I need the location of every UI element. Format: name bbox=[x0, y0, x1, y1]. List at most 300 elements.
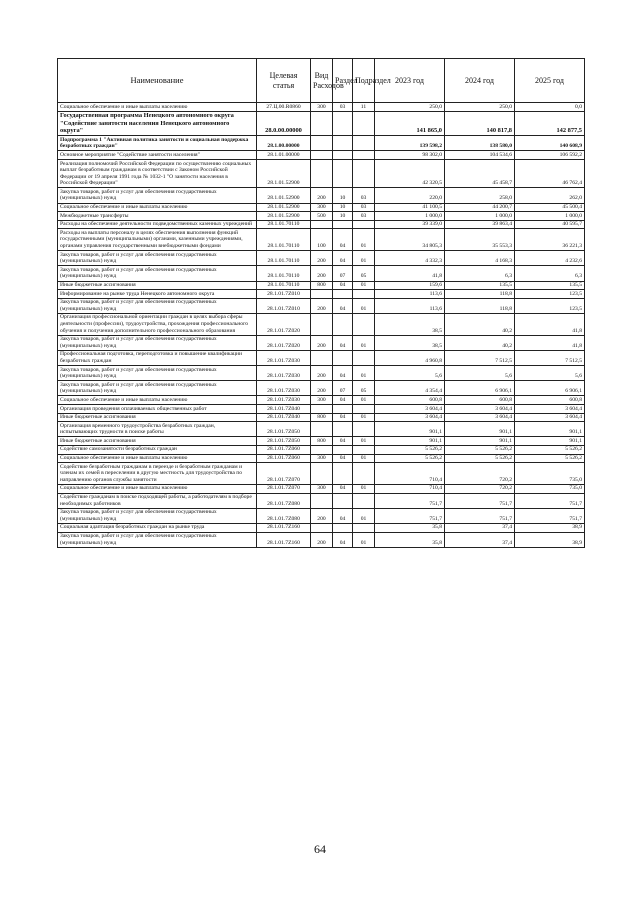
header-2025: 2025 год bbox=[515, 59, 585, 103]
row-subsection bbox=[353, 350, 375, 365]
row-subsection bbox=[353, 151, 375, 160]
row-name: Закупка товаров, работ и услуг для обеспечения государственных (муниципальных) нужд bbox=[58, 381, 257, 396]
row-name: Государственная программа Ненецкого автономного округа "Содействие занятости населения Ненецкого автономного округа" bbox=[58, 111, 257, 136]
row-name: Организация проведения оплачиваемых общественных работ bbox=[58, 405, 257, 414]
row-name: Социальное обеспечение и иные выплаты населению bbox=[58, 484, 257, 493]
table-row bbox=[58, 422, 585, 437]
row-expense-type bbox=[311, 493, 333, 508]
row-expense-type: 500 bbox=[311, 212, 333, 221]
row-name: Реализация полномочий Российской Федерации по осуществлению социальных выплат безработным гражданам в соответствии с Законом Российской Федерации от 19 апреля 1991 года № 1032-1 "О занятости населения в Российской Федерации" bbox=[58, 160, 257, 188]
row-section: 07 bbox=[333, 381, 353, 396]
row-expense-type: 300 bbox=[311, 103, 333, 112]
row-subsection bbox=[353, 313, 375, 335]
row-value-2023: 35,8 bbox=[375, 532, 445, 547]
row-value-2023: 5 526,2 bbox=[375, 445, 445, 454]
row-section: 04 bbox=[333, 454, 353, 463]
row-value-2025: 0,0 bbox=[515, 103, 585, 112]
row-subsection bbox=[353, 463, 375, 485]
row-value-2023: 35,8 bbox=[375, 523, 445, 532]
row-section bbox=[333, 220, 353, 229]
row-name: Иные бюджетные ассигнования bbox=[58, 281, 257, 290]
row-value-2025: 6,3 bbox=[515, 266, 585, 281]
row-subsection: 01 bbox=[353, 484, 375, 493]
row-value-2024: 6 906,1 bbox=[445, 381, 515, 396]
row-subsection: 01 bbox=[353, 437, 375, 446]
row-target: 28.1.01.7Z070 bbox=[257, 484, 311, 493]
row-value-2023: 141 865,0 bbox=[375, 111, 445, 136]
row-subsection: 01 bbox=[353, 508, 375, 523]
row-name: Закупка товаров, работ и услуг для обеспечения государственных (муниципальных) нужд bbox=[58, 532, 257, 547]
table-row bbox=[58, 103, 585, 112]
row-value-2025: 600,8 bbox=[515, 396, 585, 405]
row-subsection: 11 bbox=[353, 103, 375, 112]
row-name: Закупка товаров, работ и услуг для обеспечения государственных (муниципальных) нужд bbox=[58, 266, 257, 281]
row-name: Содействие самозанятости безработных граждан bbox=[58, 445, 257, 454]
row-value-2023: 4 332,3 bbox=[375, 251, 445, 266]
row-expense-type: 800 bbox=[311, 437, 333, 446]
row-name: Закупка товаров, работ и услуг для обеспечения государственных (муниципальных) нужд bbox=[58, 335, 257, 350]
row-value-2025: 135,5 bbox=[515, 281, 585, 290]
row-name: Основное мероприятие "Содействие занятости населения" bbox=[58, 151, 257, 160]
row-value-2023: 600,8 bbox=[375, 396, 445, 405]
row-section: 10 bbox=[333, 203, 353, 212]
table-body bbox=[58, 103, 585, 548]
row-target: 28.1.01.7Z030 bbox=[257, 350, 311, 365]
row-value-2024: 40,2 bbox=[445, 335, 515, 350]
row-expense-type: 200 bbox=[311, 381, 333, 396]
row-subsection: 01 bbox=[353, 413, 375, 422]
row-target: 28.1.01.7Z020 bbox=[257, 313, 311, 335]
row-value-2025: 262,0 bbox=[515, 188, 585, 203]
row-section bbox=[333, 151, 353, 160]
row-value-2025: 901,1 bbox=[515, 422, 585, 437]
table-row bbox=[58, 350, 585, 365]
row-value-2024: 39 863,4 bbox=[445, 220, 515, 229]
row-expense-type: 200 bbox=[311, 251, 333, 266]
table-row bbox=[58, 381, 585, 396]
row-target: 28.1.01.7Z010 bbox=[257, 290, 311, 299]
row-name: Закупка товаров, работ и услуг для обеспечения государственных (муниципальных) нужд bbox=[58, 508, 257, 523]
row-value-2025: 38,9 bbox=[515, 532, 585, 547]
row-name: Расходы на выплаты персоналу в целях обеспечения выполнения функций государственными (муниципальными) органами, казенными учреждениями, органами управления государственными внебюджетными фондами bbox=[58, 229, 257, 251]
table-row bbox=[58, 298, 585, 313]
row-value-2024: 250,0 bbox=[445, 103, 515, 112]
row-value-2023: 34 805,3 bbox=[375, 229, 445, 251]
row-value-2023: 751,7 bbox=[375, 493, 445, 508]
row-target: 28.1.01.7Z030 bbox=[257, 366, 311, 381]
row-value-2025: 751,7 bbox=[515, 493, 585, 508]
row-value-2025: 735,0 bbox=[515, 484, 585, 493]
row-target: 28.1.01.00000 bbox=[257, 151, 311, 160]
row-target: 28.1.01.70110 bbox=[257, 220, 311, 229]
budget-table bbox=[57, 58, 585, 548]
row-section: 04 bbox=[333, 484, 353, 493]
row-section bbox=[333, 493, 353, 508]
table-row bbox=[58, 313, 585, 335]
row-value-2023: 751,7 bbox=[375, 508, 445, 523]
row-subsection bbox=[353, 523, 375, 532]
row-expense-type: 800 bbox=[311, 281, 333, 290]
row-value-2025: 735,0 bbox=[515, 463, 585, 485]
row-section: 04 bbox=[333, 437, 353, 446]
row-name: Социальное обеспечение и иные выплаты населению bbox=[58, 396, 257, 405]
row-target: 27.Ц.00.R0860 bbox=[257, 103, 311, 112]
row-target: 28.1.01.70110 bbox=[257, 229, 311, 251]
row-value-2023: 3 604,4 bbox=[375, 413, 445, 422]
header-2024: 2024 год bbox=[445, 59, 515, 103]
row-value-2024: 258,0 bbox=[445, 188, 515, 203]
row-target: 28.1.01.52900 bbox=[257, 212, 311, 221]
row-subsection: 01 bbox=[353, 532, 375, 547]
table-row bbox=[58, 266, 585, 281]
row-section: 04 bbox=[333, 366, 353, 381]
row-target: 28.0.00.00000 bbox=[257, 111, 311, 136]
row-value-2024: 3 604,4 bbox=[445, 413, 515, 422]
row-value-2024: 720,2 bbox=[445, 484, 515, 493]
row-name: Иные бюджетные ассигнования bbox=[58, 437, 257, 446]
header-section: Раздел bbox=[333, 59, 353, 103]
table-row bbox=[58, 493, 585, 508]
table-row bbox=[58, 366, 585, 381]
header-target: Целевая статья bbox=[257, 59, 311, 103]
row-name: Закупка товаров, работ и услуг для обеспечения государственных (муниципальных) нужд bbox=[58, 188, 257, 203]
row-value-2025: 123,5 bbox=[515, 298, 585, 313]
row-expense-type: 200 bbox=[311, 188, 333, 203]
table-row bbox=[58, 151, 585, 160]
row-value-2023: 3 604,4 bbox=[375, 405, 445, 414]
table-row bbox=[58, 111, 585, 136]
table-row bbox=[58, 484, 585, 493]
row-value-2025: 142 877,5 bbox=[515, 111, 585, 136]
row-value-2023: 41 100,5 bbox=[375, 203, 445, 212]
row-section bbox=[333, 422, 353, 437]
row-section bbox=[333, 136, 353, 151]
table-row bbox=[58, 445, 585, 454]
row-value-2025: 4 232,6 bbox=[515, 251, 585, 266]
row-value-2023: 42 320,5 bbox=[375, 160, 445, 188]
row-value-2023: 710,4 bbox=[375, 463, 445, 485]
row-section: 07 bbox=[333, 266, 353, 281]
row-name: Организация профессиональной ориентации граждан в целях выбора сферы деятельности (профессии), трудоустройства, прохождения профессионального обучения и получения дополнительного профессионального образования bbox=[58, 313, 257, 335]
row-expense-type bbox=[311, 151, 333, 160]
table-row bbox=[58, 437, 585, 446]
row-value-2024: 3 604,4 bbox=[445, 405, 515, 414]
row-value-2025: 106 592,2 bbox=[515, 151, 585, 160]
row-value-2023: 901,1 bbox=[375, 422, 445, 437]
table-row bbox=[58, 532, 585, 547]
row-value-2023: 39 339,0 bbox=[375, 220, 445, 229]
row-value-2024: 7 512,5 bbox=[445, 350, 515, 365]
row-subsection: 05 bbox=[353, 266, 375, 281]
row-section bbox=[333, 445, 353, 454]
row-target: 28.1.01.7Z040 bbox=[257, 413, 311, 422]
row-subsection bbox=[353, 290, 375, 299]
row-expense-type bbox=[311, 136, 333, 151]
row-target: 28.1.01.7Z070 bbox=[257, 463, 311, 485]
row-target: 28.1.01.7Z060 bbox=[257, 445, 311, 454]
table-row bbox=[58, 220, 585, 229]
row-section: 04 bbox=[333, 508, 353, 523]
row-value-2023: 38,5 bbox=[375, 335, 445, 350]
row-name: Иные бюджетные ассигнования bbox=[58, 413, 257, 422]
row-subsection: 01 bbox=[353, 396, 375, 405]
row-target: 28.1.00.00000 bbox=[257, 136, 311, 151]
row-expense-type bbox=[311, 160, 333, 188]
header-2023: 2023 год bbox=[375, 59, 445, 103]
row-name: Содействие гражданам в поиске подходящей работы, а работодателям в подборе необходимых работников bbox=[58, 493, 257, 508]
row-value-2025: 41,8 bbox=[515, 313, 585, 335]
row-value-2023: 1 000,0 bbox=[375, 212, 445, 221]
row-target: 28.1.01.7Z040 bbox=[257, 405, 311, 414]
row-value-2023: 4 960,8 bbox=[375, 350, 445, 365]
row-section: 04 bbox=[333, 532, 353, 547]
row-subsection: 01 bbox=[353, 229, 375, 251]
row-subsection: 03 bbox=[353, 203, 375, 212]
row-target: 28.1.01.7Z050 bbox=[257, 422, 311, 437]
row-value-2025: 5 526,2 bbox=[515, 445, 585, 454]
row-value-2024: 4 168,3 bbox=[445, 251, 515, 266]
row-value-2024: 5,6 bbox=[445, 366, 515, 381]
row-value-2024: 104 534,6 bbox=[445, 151, 515, 160]
row-value-2023: 5 526,2 bbox=[375, 454, 445, 463]
row-target: 28.1.01.7Z080 bbox=[257, 493, 311, 508]
row-value-2025: 45 500,4 bbox=[515, 203, 585, 212]
row-target: 28.1.01.52900 bbox=[257, 160, 311, 188]
row-value-2023: 98 302,0 bbox=[375, 151, 445, 160]
row-expense-type: 200 bbox=[311, 335, 333, 350]
row-subsection bbox=[353, 493, 375, 508]
row-subsection bbox=[353, 445, 375, 454]
row-name: Информирование на рынке труда Ненецкого автономного округа bbox=[58, 290, 257, 299]
row-value-2025: 41,8 bbox=[515, 335, 585, 350]
table-row bbox=[58, 335, 585, 350]
row-subsection: 01 bbox=[353, 281, 375, 290]
table-row bbox=[58, 251, 585, 266]
row-expense-type: 200 bbox=[311, 508, 333, 523]
row-value-2024: 138 580,0 bbox=[445, 136, 515, 151]
row-name: Социальное обеспечение и иные выплаты населению bbox=[58, 203, 257, 212]
row-value-2024: 5 526,2 bbox=[445, 454, 515, 463]
row-value-2025: 5 526,2 bbox=[515, 454, 585, 463]
row-section bbox=[333, 405, 353, 414]
row-section: 04 bbox=[333, 413, 353, 422]
row-value-2024: 44 200,7 bbox=[445, 203, 515, 212]
row-subsection: 03 bbox=[353, 212, 375, 221]
row-value-2023: 113,6 bbox=[375, 298, 445, 313]
header-name: Наименование bbox=[58, 59, 257, 103]
row-expense-type: 200 bbox=[311, 266, 333, 281]
row-target: 28.1.01.7Z160 bbox=[257, 523, 311, 532]
table-row bbox=[58, 212, 585, 221]
table-row bbox=[58, 160, 585, 188]
row-value-2025: 1 000,0 bbox=[515, 212, 585, 221]
row-value-2023: 901,1 bbox=[375, 437, 445, 446]
row-value-2024: 118,8 bbox=[445, 298, 515, 313]
row-expense-type bbox=[311, 523, 333, 532]
row-value-2024: 901,1 bbox=[445, 422, 515, 437]
row-value-2023: 220,0 bbox=[375, 188, 445, 203]
row-name: Социальное обеспечение и иные выплаты населению bbox=[58, 454, 257, 463]
table-row bbox=[58, 405, 585, 414]
row-value-2025: 901,1 bbox=[515, 437, 585, 446]
row-name: Профессиональная подготовка, переподготовка и повышение квалификации безработных граждан bbox=[58, 350, 257, 365]
row-name: Закупка товаров, работ и услуг для обеспечения государственных (муниципальных) нужд bbox=[58, 366, 257, 381]
row-value-2024: 5 526,2 bbox=[445, 445, 515, 454]
row-subsection bbox=[353, 111, 375, 136]
row-target: 28.1.01.52900 bbox=[257, 188, 311, 203]
row-name: Содействие безработным гражданам в переезде и безработным гражданам и членам их семей в переселении в другую местность для трудоустройства по направлению органов службы занятости bbox=[58, 463, 257, 485]
row-subsection: 05 bbox=[353, 381, 375, 396]
row-name: Социальная адаптация безработных граждан на рынке труда bbox=[58, 523, 257, 532]
row-target: 28.1.01.7Z020 bbox=[257, 335, 311, 350]
row-subsection bbox=[353, 136, 375, 151]
row-expense-type: 800 bbox=[311, 413, 333, 422]
row-expense-type bbox=[311, 220, 333, 229]
row-value-2023: 4 354,4 bbox=[375, 381, 445, 396]
row-value-2024: 901,1 bbox=[445, 437, 515, 446]
row-value-2023: 710,4 bbox=[375, 484, 445, 493]
row-value-2024: 600,8 bbox=[445, 396, 515, 405]
table-row bbox=[58, 290, 585, 299]
row-value-2023: 113,6 bbox=[375, 290, 445, 299]
row-value-2025: 3 604,4 bbox=[515, 413, 585, 422]
table-row bbox=[58, 463, 585, 485]
row-value-2025: 40 595,7 bbox=[515, 220, 585, 229]
row-section: 03 bbox=[333, 103, 353, 112]
row-subsection: 01 bbox=[353, 366, 375, 381]
row-value-2025: 6 906,1 bbox=[515, 381, 585, 396]
table-row bbox=[58, 229, 585, 251]
row-value-2025: 5,6 bbox=[515, 366, 585, 381]
row-subsection: 01 bbox=[353, 454, 375, 463]
row-value-2024: 751,7 bbox=[445, 508, 515, 523]
row-value-2023: 159,6 bbox=[375, 281, 445, 290]
row-section: 04 bbox=[333, 229, 353, 251]
row-expense-type: 200 bbox=[311, 298, 333, 313]
row-subsection bbox=[353, 405, 375, 414]
row-name: Подпрограмма 1 "Активная политика занятости и социальная поддержка безработных граждан" bbox=[58, 136, 257, 151]
row-section bbox=[333, 523, 353, 532]
row-expense-type: 300 bbox=[311, 454, 333, 463]
row-expense-type bbox=[311, 463, 333, 485]
row-value-2025: 123,5 bbox=[515, 290, 585, 299]
row-name: Социальное обеспечение и иные выплаты населению bbox=[58, 103, 257, 112]
row-section bbox=[333, 111, 353, 136]
row-value-2023: 250,0 bbox=[375, 103, 445, 112]
row-subsection bbox=[353, 160, 375, 188]
row-value-2025: 36 221,3 bbox=[515, 229, 585, 251]
page-number: 64 bbox=[314, 842, 326, 856]
row-expense-type: 200 bbox=[311, 532, 333, 547]
row-section: 10 bbox=[333, 188, 353, 203]
row-target: 28.1.01.7Z060 bbox=[257, 454, 311, 463]
row-section bbox=[333, 463, 353, 485]
row-value-2025: 46 762,4 bbox=[515, 160, 585, 188]
row-value-2024: 6,3 bbox=[445, 266, 515, 281]
table-row bbox=[58, 508, 585, 523]
table-row bbox=[58, 203, 585, 212]
row-target: 28.1.01.7Z080 bbox=[257, 508, 311, 523]
row-section: 04 bbox=[333, 251, 353, 266]
row-section bbox=[333, 290, 353, 299]
row-section: 04 bbox=[333, 335, 353, 350]
row-target: 28.1.01.70110 bbox=[257, 281, 311, 290]
table-row bbox=[58, 454, 585, 463]
row-expense-type: 100 bbox=[311, 229, 333, 251]
row-value-2024: 40,2 bbox=[445, 313, 515, 335]
header-subsection: Подраздел bbox=[353, 59, 375, 103]
row-name: Закупка товаров, работ и услуг для обеспечения государственных (муниципальных) нужд bbox=[58, 251, 257, 266]
row-value-2025: 7 512,5 bbox=[515, 350, 585, 365]
row-value-2023: 5,6 bbox=[375, 366, 445, 381]
row-target: 28.1.01.70110 bbox=[257, 251, 311, 266]
row-expense-type bbox=[311, 313, 333, 335]
row-expense-type bbox=[311, 422, 333, 437]
row-expense-type bbox=[311, 445, 333, 454]
row-value-2025: 3 604,4 bbox=[515, 405, 585, 414]
table-row bbox=[58, 136, 585, 151]
row-value-2025: 751,7 bbox=[515, 508, 585, 523]
row-section: 04 bbox=[333, 396, 353, 405]
row-expense-type bbox=[311, 111, 333, 136]
row-section bbox=[333, 160, 353, 188]
table-row bbox=[58, 396, 585, 405]
row-section: 10 bbox=[333, 212, 353, 221]
row-subsection bbox=[353, 422, 375, 437]
row-target: 28.1.01.7Z050 bbox=[257, 437, 311, 446]
row-value-2024: 1 000,0 bbox=[445, 212, 515, 221]
row-subsection: 01 bbox=[353, 298, 375, 313]
row-section bbox=[333, 350, 353, 365]
row-value-2024: 118,8 bbox=[445, 290, 515, 299]
row-value-2023: 38,5 bbox=[375, 313, 445, 335]
row-name: Закупка товаров, работ и услуг для обеспечения государственных (муниципальных) нужд bbox=[58, 298, 257, 313]
row-section: 04 bbox=[333, 298, 353, 313]
row-target: 28.1.01.7Z160 bbox=[257, 532, 311, 547]
row-value-2024: 35 553,3 bbox=[445, 229, 515, 251]
row-name: Межбюджетные трансферты bbox=[58, 212, 257, 221]
row-name: Организация временного трудоустройства безработных граждан, испытывающих трудности в поиске работы bbox=[58, 422, 257, 437]
row-subsection bbox=[353, 220, 375, 229]
row-value-2024: 751,7 bbox=[445, 493, 515, 508]
row-target: 28.1.01.7Z010 bbox=[257, 298, 311, 313]
row-expense-type: 300 bbox=[311, 203, 333, 212]
row-section bbox=[333, 313, 353, 335]
row-value-2024: 37,4 bbox=[445, 532, 515, 547]
table-row bbox=[58, 413, 585, 422]
row-value-2024: 37,4 bbox=[445, 523, 515, 532]
row-expense-type: 300 bbox=[311, 396, 333, 405]
row-value-2024: 140 817,8 bbox=[445, 111, 515, 136]
row-target: 28.1.01.52900 bbox=[257, 203, 311, 212]
row-expense-type: 300 bbox=[311, 484, 333, 493]
row-value-2025: 140 608,9 bbox=[515, 136, 585, 151]
row-name: Расходы на обеспечение деятельности подведомственных казенных учреждений bbox=[58, 220, 257, 229]
row-value-2023: 41,8 bbox=[375, 266, 445, 281]
row-expense-type bbox=[311, 290, 333, 299]
header-expense-type: Вид Расходов bbox=[311, 59, 333, 103]
row-expense-type: 200 bbox=[311, 366, 333, 381]
row-subsection: 01 bbox=[353, 251, 375, 266]
row-target: 28.1.01.7Z030 bbox=[257, 381, 311, 396]
row-section: 04 bbox=[333, 281, 353, 290]
row-value-2023: 139 598,2 bbox=[375, 136, 445, 151]
row-expense-type bbox=[311, 405, 333, 414]
row-value-2024: 135,5 bbox=[445, 281, 515, 290]
row-value-2024: 45 458,7 bbox=[445, 160, 515, 188]
row-value-2024: 720,2 bbox=[445, 463, 515, 485]
row-subsection: 03 bbox=[353, 188, 375, 203]
